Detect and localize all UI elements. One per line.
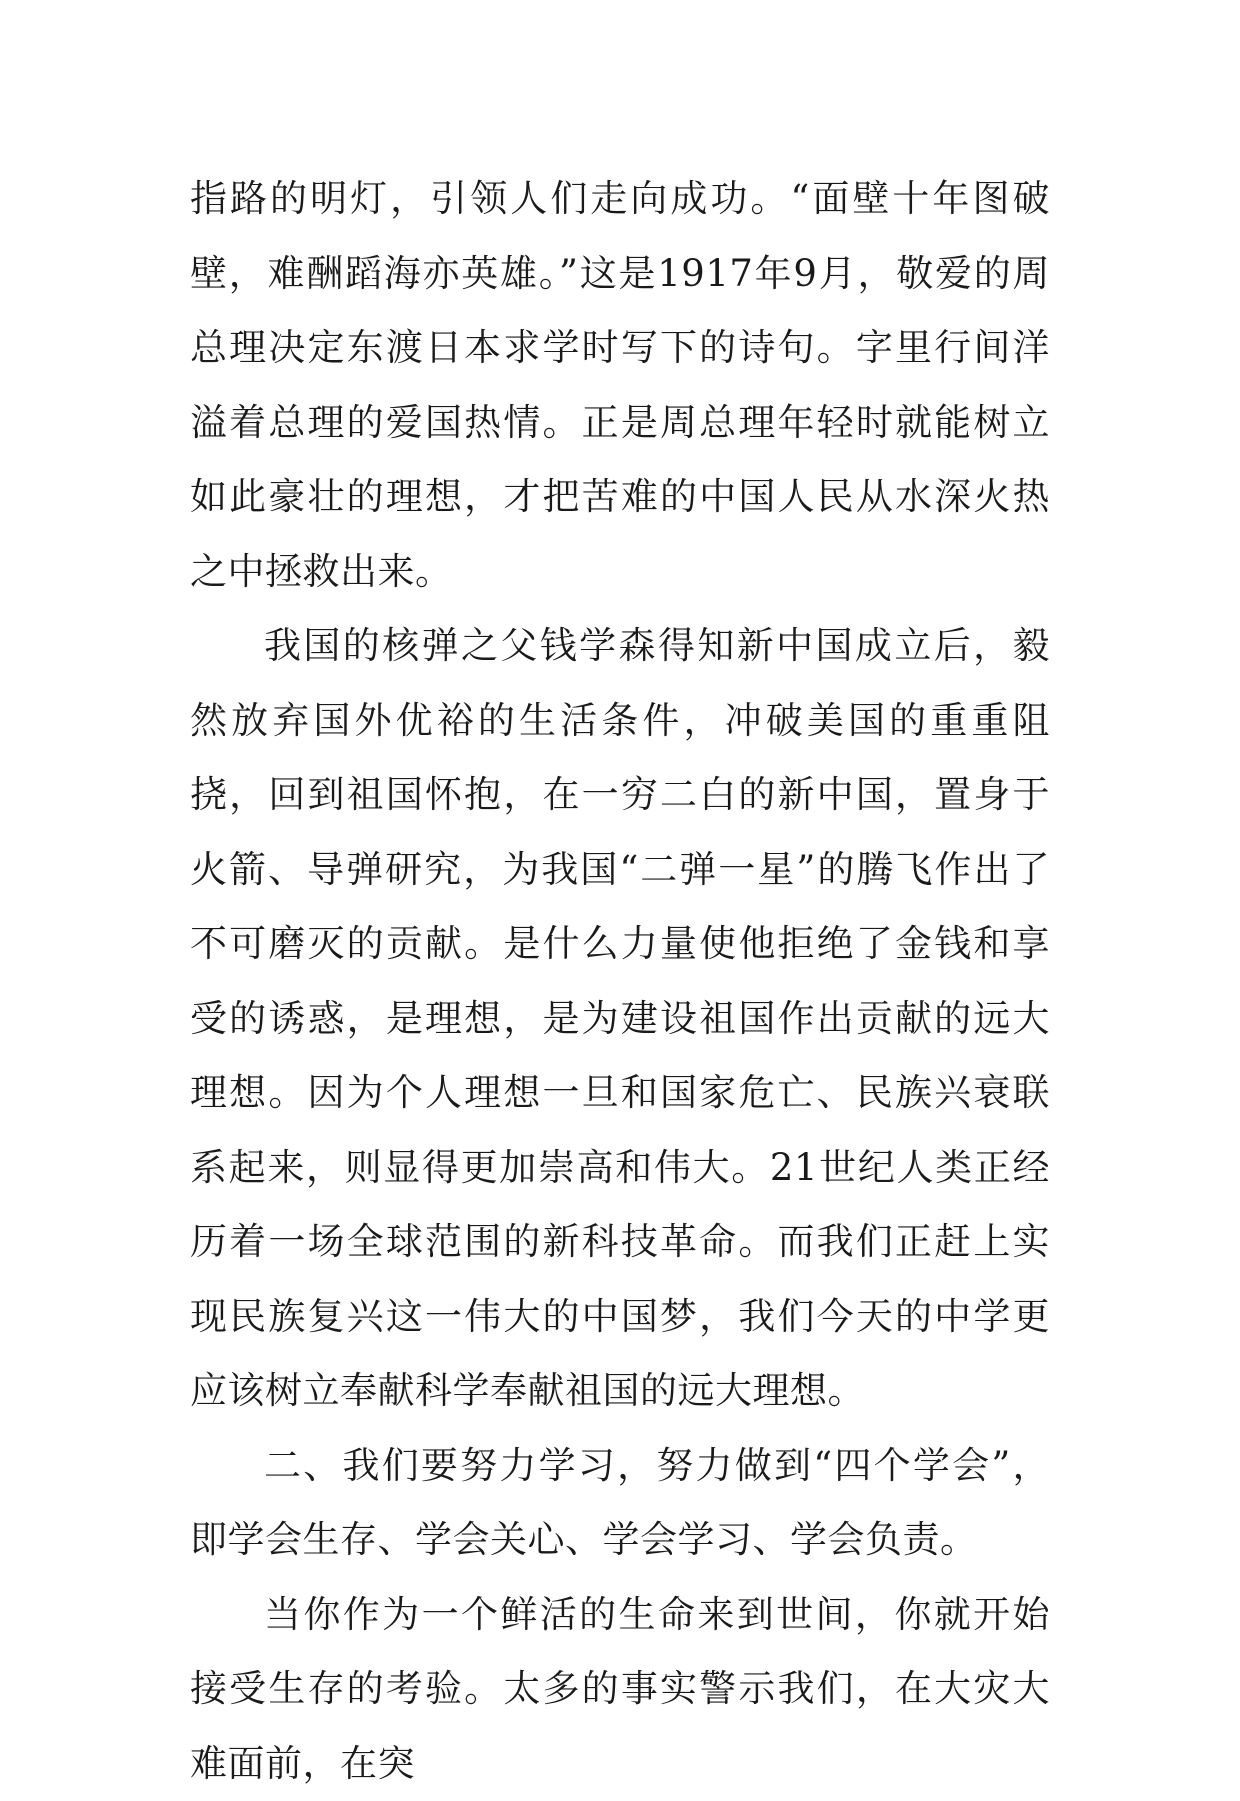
paragraph-continuation: 指路的明灯，引领人们走向成功。“面壁十年图破壁，难酬蹈海亦英雄。”这是1917年9月，敬爱的周总理决定东渡日本求学时写下的诗句。字里行间洋溢着总理的爱国热情。正是周总理年轻时就能树立如此豪壮的理想，才把苦难的中国人民从水深火热之中拯救出来。 <box>190 162 1050 609</box>
paragraph-four-learnings: 二、我们要努力学习，努力做到“四个学会”，即学会生存、学会关心、学会学习、学会负责。 <box>190 1429 1050 1578</box>
paragraph-survival: 当你作为一个鲜活的生命来到世间，你就开始接受生存的考验。太多的事实警示我们，在大灾大难面前，在突 <box>190 1578 1050 1801</box>
document-body <box>190 162 1050 1801</box>
paragraph-qian-xuesen: 我国的核弹之父钱学森得知新中国成立后，毅然放弃国外优裕的生活条件，冲破美国的重重阻挠，回到祖国怀抱，在一穷二白的新中国，置身于火箭、导弹研究，为我国“二弹一星”的腾飞作出了不可磨灭的贡献。是什么力量使他拒绝了金钱和享受的诱惑，是理想，是为建设祖国作出贡献的远大理想。因为个人理想一旦和国家危亡、民族兴衰联系起来，则显得更加崇高和伟大。21世纪人类正经历着一场全球范围的新科技革命。而我们正赶上实现民族复兴这一伟大的中国梦，我们今天的中学更应该树立奉献科学奉献祖国的远大理想。 <box>190 609 1050 1429</box>
